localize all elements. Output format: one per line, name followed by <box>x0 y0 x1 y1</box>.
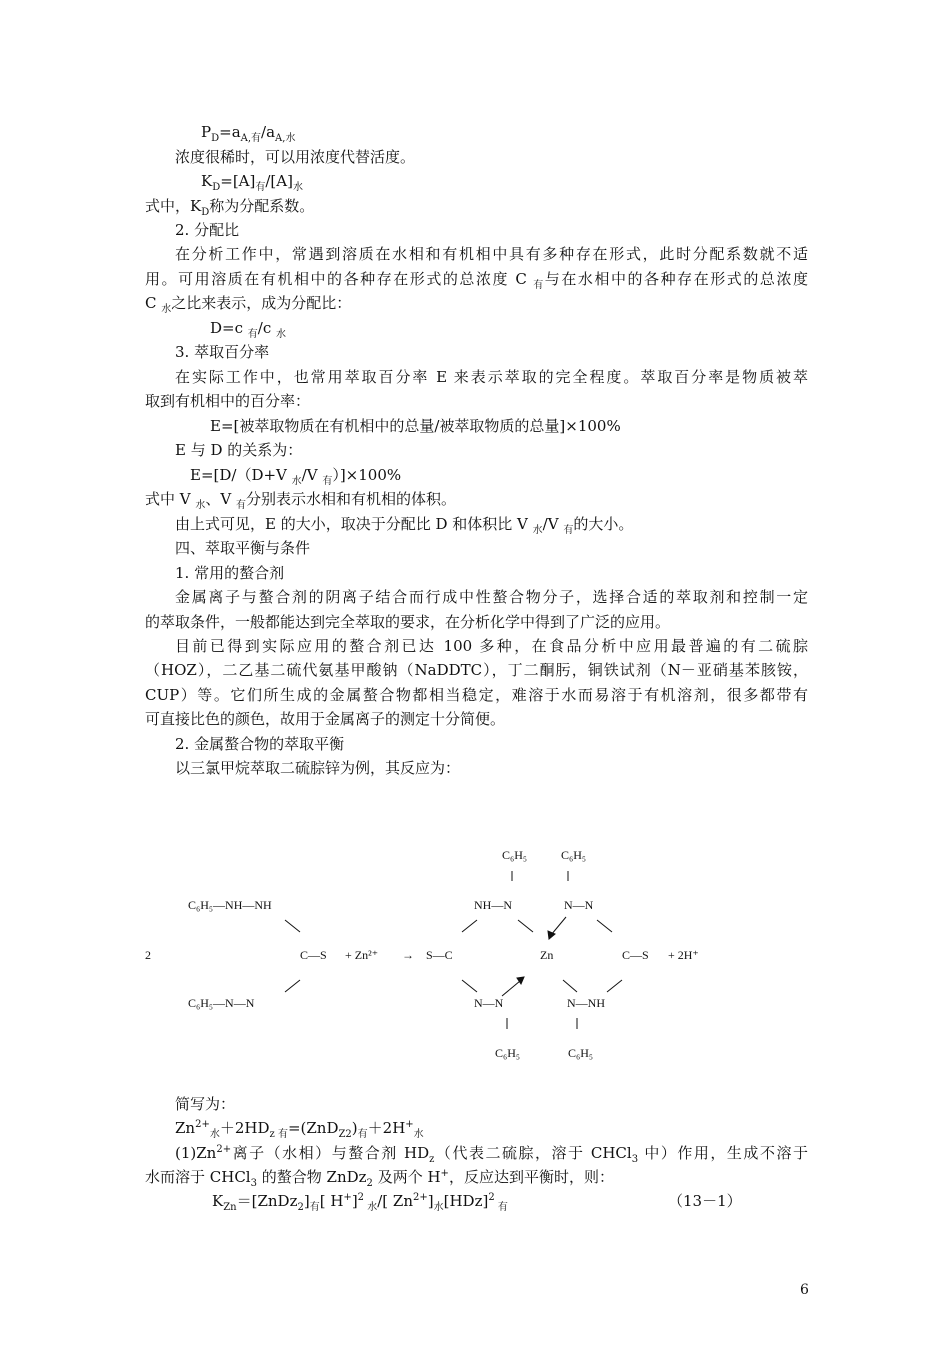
group-label: C₆H₅—NH—NH <box>188 898 272 912</box>
bond-line <box>607 980 622 992</box>
text-line: 目前已得到实际应用的螯合剂已达 100 多种，在食品分析中应用最普遍的有二硫腙 <box>175 637 808 655</box>
group-label: C₆H₅—N—N <box>188 996 255 1010</box>
text-line: 的萃取条件，一般都能达到完全萃取的要求，在分析化学中得到了广泛的应用。 <box>145 613 671 631</box>
section-heading: 1. 常用的螯合剂 <box>175 564 285 582</box>
text-line: CUP）等。它们所生成的金属螯合物都相当稳定，难溶于水而易溶于有机溶剂，很多都带有 <box>145 686 808 704</box>
bond-line <box>518 920 533 932</box>
formula-d: D=c $_有$/c $_水$ <box>210 319 286 340</box>
bond-line <box>462 920 477 932</box>
text-line: 由上式可见，E 的大小，取决于分配比 D 和体积比 V $_水$/V $_有$的大小。 <box>175 515 634 536</box>
bond-line <box>285 920 300 932</box>
reaction-arrow: → <box>402 948 414 962</box>
bond-line <box>563 980 577 992</box>
group-label: N—NH <box>567 996 605 1010</box>
formula-kzn: $K_{Zn}=[ZnDz_2]_有$[ H+]$^2$ $_水$/[ $Zn^{2+}]_水[HDz]^2$ $_有$ <box>212 1192 508 1213</box>
text-line: 以三氯甲烷萃取二硫腙锌为例，其反应为： <box>175 759 461 777</box>
group-label: NH—N <box>474 898 512 912</box>
text-line: 简写为： <box>175 1095 236 1113</box>
text-line: 在实际工作中，也常用萃取百分率 E 来表示萃取的完全程度。萃取百分率是物质被萃 <box>175 368 808 386</box>
text-line: 取到有机相中的百分率： <box>145 392 311 410</box>
bond-line <box>285 980 300 992</box>
group-label: C₆H₅ <box>502 848 528 862</box>
group-label: C—S <box>300 948 327 962</box>
text-line: 金属离子与螯合剂的阴离子结合而行成中性螯合物分子，选择合适的萃取剂和控制一定 <box>175 588 808 606</box>
coefficient: 2 <box>145 948 151 962</box>
group-label: C₆H₅ <box>561 848 587 862</box>
group-label: N—N <box>474 996 504 1010</box>
page-number: 6 <box>800 1282 809 1298</box>
text-line: 在分析工作中，常遇到溶质在水相和有机相中具有多种存在形式，此时分配系数就不适 <box>175 245 808 263</box>
group-label: C—S <box>622 948 649 962</box>
bond-line <box>462 980 477 992</box>
text-line: 浓度很稀时，可以用浓度代替活度。 <box>175 148 416 166</box>
group-label: S—C <box>426 948 453 962</box>
group-label: C₆H₅ <box>568 1046 594 1060</box>
group-label: N—N <box>564 898 594 912</box>
text-line: 可直接比色的颜色，故用于金属离子的测定十分简便。 <box>145 710 506 728</box>
formula-e: E=[被萃取物质在有机相中的总量/被萃取物质的总量]×100% <box>210 417 621 435</box>
section-heading: 3. 萃取百分率 <box>175 343 270 361</box>
text-line: C $_水$之比来表示，成为分配比： <box>145 294 352 315</box>
text-line: 式中 V $_水$、V $_有$分别表示水相和有机相的体积。 <box>145 490 456 511</box>
group-label: C₆H₅ <box>495 1046 521 1060</box>
ion-label: + Zn²⁺ <box>345 948 379 962</box>
section-heading: 四、萃取平衡与条件 <box>175 539 311 557</box>
section-heading: 2. 分配比 <box>175 221 240 239</box>
text-line: $(1)Zn^{2+}$离子（水相）与螯合剂 $HD_z$（代表二硫腙，溶于 CHCl$_3$ 中）作用，生成不溶于 <box>175 1144 808 1165</box>
formula-kd: $K_D=[A]_有/[A]_水$ <box>201 172 303 193</box>
text-line: 水而溶于 CHCl$_3$ 的螯合物 ZnDz$_2$ 及两个 H+，反应达到平衡时，则： <box>145 1168 614 1189</box>
formula-e-d: E=[D/（D+V $_水$/V $_有$）]×100% <box>190 466 402 487</box>
equation-number: （13－1） <box>668 1192 742 1210</box>
text-line: 用。可用溶质在有机相中的各种存在形式的总浓度 C $_有$与在水相中的各种存在形式的总浓度 <box>145 270 809 291</box>
bond-line <box>597 920 612 932</box>
reaction-diagram <box>140 835 820 1075</box>
text-line: 式中，$K_D$称为分配系数。 <box>145 197 315 218</box>
product-label: + 2H⁺ <box>668 948 699 962</box>
formula-simplified: $Zn^{2+}_水+2HD_{z 有}=(ZnD_{Z2})_有+2H^+_水$ <box>175 1119 424 1140</box>
section-heading: 2. 金属螯合物的萃取平衡 <box>175 735 345 753</box>
text-line: （HOZ），二乙基二硫代氨基甲酸钠（NaDDTC），丁二酮肟，铜铁试剂（N－亚硝基苯胲铵， <box>145 661 808 679</box>
formula-pd: $P_D=a_{A,有}/a_{A,水}$ <box>201 123 296 144</box>
metal-label: Zn <box>540 948 554 962</box>
text-line: E 与 D 的关系为： <box>175 441 303 459</box>
